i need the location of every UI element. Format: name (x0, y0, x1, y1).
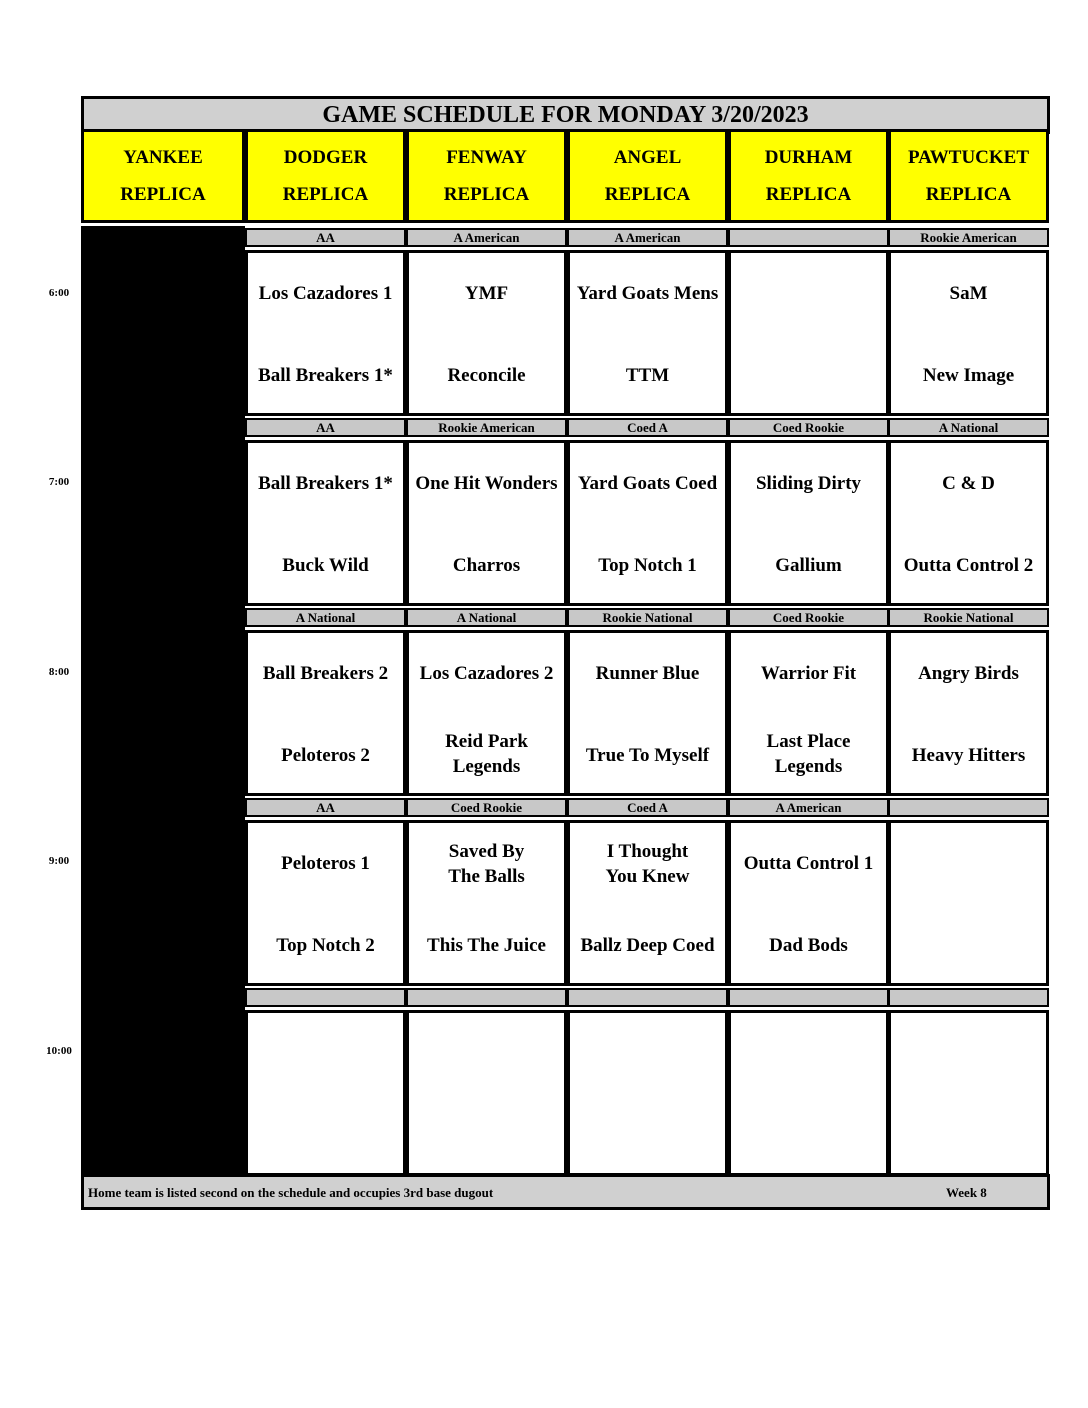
game-cell (567, 1010, 728, 1176)
game-cell (728, 440, 889, 606)
home-team: Last Place Legends (766, 731, 851, 777)
game-cell (406, 440, 567, 606)
home-team: Reid Park Legends (445, 731, 528, 777)
away-team: Los Cazadores 1 (258, 283, 393, 304)
game-cell (888, 820, 1049, 986)
game-cell (728, 820, 889, 986)
schedule-footer (81, 1174, 1050, 1210)
field-sub: REPLICA (604, 184, 691, 205)
home-team: Peloteros 2 (281, 745, 370, 766)
game-cell (406, 630, 567, 796)
division-label (567, 988, 728, 1007)
division-label (728, 228, 889, 247)
division-label (245, 988, 406, 1007)
division-label: A National (245, 608, 406, 627)
yankee-unused-column (81, 226, 245, 1176)
division-label (406, 988, 567, 1007)
home-team: Ball Breakers 1* (258, 365, 393, 386)
field-sub: REPLICA (765, 184, 852, 205)
field-name: PAWTUCKET (907, 147, 1030, 168)
division-label: A National (888, 418, 1049, 437)
division-label (888, 798, 1049, 817)
home-team: Heavy Hitters (911, 745, 1026, 766)
game-cell (888, 630, 1049, 796)
away-team: YMF (464, 283, 509, 304)
field-sub: REPLICA (120, 184, 206, 205)
away-team: Ball Breakers 1* (258, 473, 393, 494)
division-label: Coed A (567, 418, 728, 437)
game-cell (888, 440, 1049, 606)
week-label: Week 8 (946, 1185, 987, 1200)
division-label: A American (567, 228, 728, 247)
division-label: Coed Rookie (728, 418, 889, 437)
game-cell (406, 820, 567, 986)
home-team: Buck Wild (282, 555, 369, 576)
away-team: Ball Breakers 2 (262, 663, 389, 684)
game-cell (567, 250, 728, 416)
field-header-angel (567, 129, 728, 223)
division-label: A National (406, 608, 567, 627)
field-header-dodger (245, 129, 406, 223)
division-label: AA (245, 228, 406, 247)
away-team: Runner Blue (595, 663, 700, 684)
home-team: Gallium (775, 555, 842, 576)
time-label: 9:00 (48, 855, 70, 867)
game-cell (728, 630, 889, 796)
away-team: SaM (949, 283, 988, 304)
home-team: Ballz Deep Coed (580, 935, 715, 956)
home-team-note: Home team is listed second on the schedule and occupies 3rd base dugout (88, 1185, 494, 1200)
away-team: Sliding Dirty (755, 473, 862, 494)
division-label: AA (245, 418, 406, 437)
field-header-yankee (81, 129, 245, 223)
game-cell (406, 250, 567, 416)
division-label (728, 988, 889, 1007)
time-label: 7:00 (48, 476, 70, 488)
away-team: Los Cazadores 2 (419, 663, 554, 684)
game-cell (245, 440, 406, 606)
away-team: Peloteros 1 (281, 853, 370, 874)
game-cell (245, 630, 406, 796)
game-cell (245, 250, 406, 416)
division-label: AA (245, 798, 406, 817)
field-name: FENWAY (446, 147, 527, 168)
time-label: 8:00 (48, 666, 70, 678)
division-label: Coed Rookie (406, 798, 567, 817)
game-cell (245, 820, 406, 986)
division-label (888, 988, 1049, 1007)
away-team: C & D (942, 473, 995, 494)
time-label: 10:00 (46, 1045, 72, 1057)
field-header-pawtucket (888, 129, 1049, 223)
home-team: This The Juice (427, 935, 546, 956)
game-cell (567, 820, 728, 986)
game-cell (245, 1010, 406, 1176)
field-sub: REPLICA (282, 184, 369, 205)
home-team: Reconcile (447, 365, 526, 386)
field-sub: REPLICA (925, 184, 1012, 205)
field-name: YANKEE (123, 147, 203, 168)
division-label: Coed A (567, 798, 728, 817)
home-team: Charros (452, 555, 521, 576)
away-team: Outta Control 1 (743, 853, 874, 874)
game-cell (567, 440, 728, 606)
away-team: One Hit Wonders (415, 473, 558, 494)
division-label: A American (406, 228, 567, 247)
home-team: Top Notch 1 (598, 555, 697, 576)
home-team: Top Notch 2 (276, 935, 375, 956)
division-label: Rookie National (567, 608, 728, 627)
division-label: Rookie American (888, 228, 1049, 247)
division-label: Coed Rookie (728, 608, 889, 627)
away-team: Saved By The Balls (448, 841, 525, 887)
game-cell (728, 1010, 889, 1176)
away-team: Yard Goats Mens (576, 283, 719, 304)
away-team: Warrior Fit (760, 663, 857, 684)
home-team: New Image (922, 365, 1015, 386)
field-name: DODGER (283, 147, 368, 168)
division-label: A American (728, 798, 889, 817)
away-team: Angry Birds (918, 663, 1019, 684)
game-cell (728, 250, 889, 416)
home-team: Dad Bods (769, 935, 848, 956)
field-name: DURHAM (764, 147, 853, 168)
field-header-durham (728, 129, 889, 223)
time-label: 6:00 (48, 287, 70, 299)
field-sub: REPLICA (443, 184, 530, 205)
away-team: I Thought You Knew (605, 841, 690, 887)
field-header-fenway (406, 129, 567, 223)
division-label: Rookie American (406, 418, 567, 437)
away-team: Yard Goats Coed (577, 473, 718, 494)
game-cell (888, 250, 1049, 416)
field-name: ANGEL (613, 147, 682, 168)
home-team: True To Myself (585, 745, 710, 766)
game-cell (888, 1010, 1049, 1176)
game-cell (406, 1010, 567, 1176)
game-cell (567, 630, 728, 796)
home-team: TTM (625, 365, 670, 386)
division-label: Rookie National (888, 608, 1049, 627)
home-team: Outta Control 2 (903, 555, 1034, 576)
schedule-title-text: GAME SCHEDULE FOR MONDAY 3/20/2023 (322, 101, 809, 128)
